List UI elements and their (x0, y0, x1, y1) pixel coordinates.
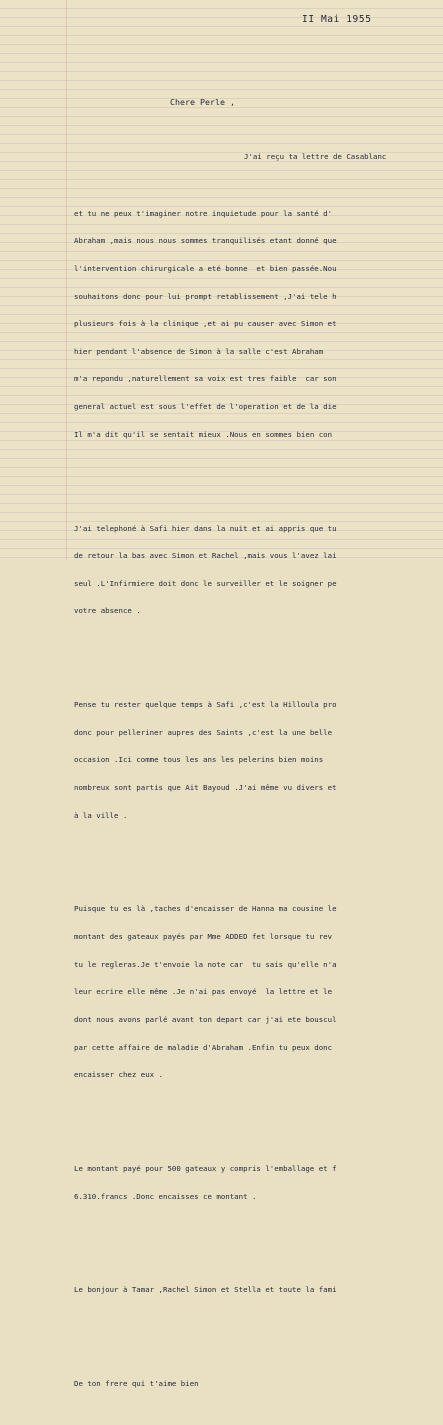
paragraph-4 (74, 886, 443, 1098)
text-line: plusieurs fois à la clinique ,et ai pu causer avec Simon et (74, 319, 337, 329)
text-line: à la ville . (74, 810, 128, 820)
paragraph-6 (74, 1267, 443, 1313)
text-line: Puisque tu es là ,taches d'encaisser de Hanna ma cousine le (74, 904, 337, 914)
text-line: Il m'a dit qu'il se sentait mieux .Nous en sommes bien con (74, 429, 333, 439)
salutation: Chere Perle , (170, 97, 235, 107)
text-line: de retour la bas avec Simon et Rachel ,mais vous l'avez lai (74, 551, 337, 561)
text-line: montant des gateaux payés par Mme ADDED fet lorsque tu rev (74, 932, 333, 942)
margin-rule (66, 0, 67, 560)
letter-body (74, 115, 443, 1425)
text-line: Abraham ,mais nous nous sommes tranquilisés etant donné que (74, 236, 337, 246)
text-line: 6.310.francs .Donc encaisses ce montant . (74, 1191, 257, 1201)
text-line: encaisser chez eux . (74, 1070, 163, 1080)
text-line: seul .L'Infirmiere doit donc le surveiller et le soigner pe (74, 578, 337, 588)
text-line: general actuel est sous l'effet de l'operation et de la die (74, 402, 337, 412)
text-line: occasion .Ici comme tous les ans les pelerins bien moins (74, 755, 324, 765)
text-line: donc pour pelleriner aupres des Saints ,c'est la une belle (74, 727, 333, 737)
text-line: nombreux sont partis que Ait Bayoud .J'ai même vu divers et (74, 783, 337, 793)
text-line: tu le regleras.Je t'envoie la note car tu sais qu'elle n'a (74, 959, 337, 969)
paragraph-1 (74, 133, 443, 457)
text-line: votre absence . (74, 606, 141, 616)
paragraph-3 (74, 682, 443, 838)
text-line: m'a repondu ,naturellement sa voix est tres faible car son (74, 374, 337, 384)
text-line: hier pendant l'absence de Simon à la salle c'est Abraham (74, 346, 324, 356)
closing (74, 1361, 443, 1407)
text-line: Le bonjour à Tamar ,Rachel Simon et Stella et toute la fami (74, 1285, 337, 1295)
text-line: l'intervention chirurgicale a eté bonne et bien passée.Nou (74, 264, 337, 274)
text-line: par cette affaire de maladie d'Abraham .Enfin tu peux donc (74, 1042, 333, 1052)
text-line: leur ecrire elle même .Je n'ai pas envoyé la lettre et le (74, 987, 333, 997)
text-line: J'ai reçu ta lettre de Casablanc (244, 151, 387, 161)
paragraph-2 (74, 505, 443, 634)
letter-date: II Mai 1955 (302, 14, 372, 25)
text-line: souhaitons donc pour lui prompt retablissement ,J'ai tele h (74, 291, 337, 301)
text-line: Pense tu rester quelque temps à Safi ,c'est la Hilloula pro (74, 700, 337, 710)
text-line: et tu ne peux t'imaginer notre inquietude pour la santé d' (74, 208, 333, 218)
text-line: Le montant payé pour 500 gateaux y compris l'emballage et f (74, 1163, 337, 1173)
text-line: J'ai telephoné à Safi hier dans la nuit et ai appris que tu (74, 523, 337, 533)
paragraph-5 (74, 1146, 443, 1220)
text-line: De ton frere qui t'aime bien (74, 1379, 199, 1389)
text-line: dont nous avons parlé avant ton depart car j'ai ete bouscul (74, 1014, 337, 1024)
